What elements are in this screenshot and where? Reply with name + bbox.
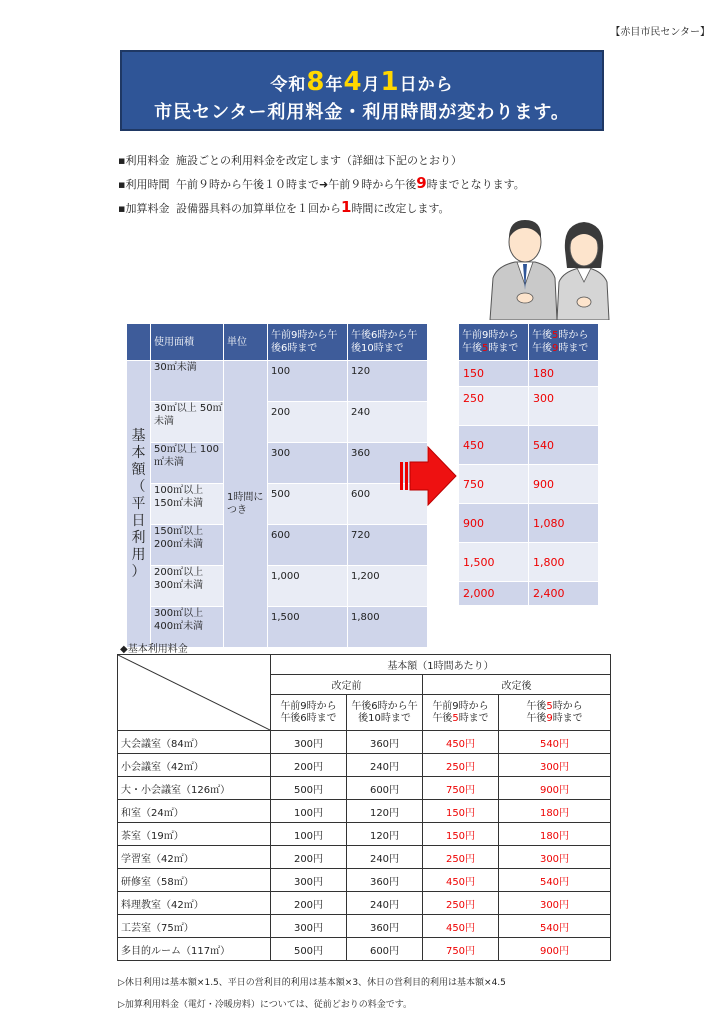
after-evening-fee: 180円	[499, 823, 611, 846]
announcement-banner	[120, 50, 604, 131]
evening-fee: 1,800	[348, 607, 428, 648]
woman-icon	[557, 222, 609, 320]
header-text: 時まで	[558, 343, 589, 354]
header-revised-evening	[529, 324, 599, 361]
header-text: 午後	[526, 700, 547, 712]
evening-fee: 240	[348, 402, 428, 443]
header-emphasis: 5	[552, 330, 559, 341]
evening-fee: 120	[348, 361, 428, 402]
table-row	[118, 800, 611, 823]
banner-headline: 市民センター利用料金・利用時間が変わります。	[154, 102, 570, 123]
header-text: 午後	[532, 330, 552, 341]
table-row	[118, 846, 611, 869]
header-emphasis: 5	[482, 343, 489, 354]
header-text: 午後	[462, 343, 482, 354]
room-name: 料理教室（42㎡）	[118, 892, 271, 915]
bullet-fee	[118, 149, 525, 172]
header-text: 午前9時から	[432, 700, 489, 712]
after-daytime-fee: 450円	[423, 869, 499, 892]
after-evening-fee: 180円	[499, 800, 611, 823]
room-name: 茶室（19㎡）	[118, 823, 271, 846]
after-daytime-fee: 150円	[423, 800, 499, 823]
header-text: 午後	[532, 343, 552, 354]
header-revised-daytime	[459, 324, 529, 361]
header-area: 使用面積	[151, 324, 224, 361]
unit-cell: 1時間につき	[224, 361, 268, 648]
summary-bullets	[118, 149, 525, 220]
after-evening-fee: 540円	[499, 731, 611, 754]
before-daytime-fee: 300円	[271, 731, 347, 754]
room-name: 工芸室（75㎡）	[118, 915, 271, 938]
diagonal-corner-cell	[118, 655, 271, 731]
after-evening-fee: 540円	[499, 915, 611, 938]
after-evening-fee: 300円	[499, 846, 611, 869]
before-daytime-fee: 100円	[271, 823, 347, 846]
revised-evening-fee: 300	[529, 387, 599, 426]
after-daytime-fee: 150円	[423, 823, 499, 846]
bullet-key: ▪利用料金	[118, 154, 170, 167]
revised-daytime-fee: 250	[459, 387, 529, 426]
banner-year: 8	[306, 67, 326, 97]
before-daytime-fee: 300円	[271, 869, 347, 892]
revised-evening-fee: 180	[529, 361, 599, 387]
header-emphasis: 5	[546, 700, 553, 712]
staff-illustration	[485, 210, 610, 320]
header-text: 時まで	[458, 712, 489, 724]
after-daytime-fee: 450円	[423, 915, 499, 938]
header-blank	[127, 324, 151, 361]
bullet-emphasis: 1	[341, 198, 352, 216]
before-evening-fee: 600円	[347, 938, 423, 961]
table-row	[118, 823, 611, 846]
after-evening-fee: 900円	[499, 777, 611, 800]
banner-month: 4	[343, 67, 363, 97]
revised-fee-table	[458, 323, 599, 606]
header-emphasis: 9	[546, 712, 553, 724]
header-text: 時まで	[552, 712, 583, 724]
room-name: 学習室（42㎡）	[118, 846, 271, 869]
header-text: 午後	[526, 712, 547, 724]
after-daytime-fee: 250円	[423, 754, 499, 777]
bullet-key: ▪利用時間	[118, 178, 170, 191]
area-cell: 200㎡以上 300㎡未満	[151, 566, 224, 607]
banner-day: 1	[380, 67, 400, 97]
header-text: 午前9時から午後6時まで	[280, 700, 337, 724]
bullet-text: 施設ごとの利用料金を改定します（詳細は下記のとおり）	[176, 154, 462, 167]
room-name: 多目的ルーム（117㎡）	[118, 938, 271, 961]
after-daytime-fee: 750円	[423, 777, 499, 800]
banner-day-unit: 日から	[399, 75, 454, 95]
daytime-fee: 300	[268, 443, 348, 484]
revised-daytime-fee: 450	[459, 426, 529, 465]
before-daytime-fee: 200円	[271, 754, 347, 777]
base-fee-side-label	[127, 361, 151, 648]
room-name: 大会議室（84㎡）	[118, 731, 271, 754]
header-text: 午前9時から	[462, 330, 519, 341]
room-name: 和室（24㎡）	[118, 800, 271, 823]
revised-daytime-fee: 150	[459, 361, 529, 387]
evening-fee: 720	[348, 525, 428, 566]
table-row	[118, 915, 611, 938]
area-cell: 100㎡以上 150㎡未満	[151, 484, 224, 525]
before-daytime-fee: 300円	[271, 915, 347, 938]
before-evening-fee: 360円	[347, 869, 423, 892]
header-text: 午後	[432, 712, 453, 724]
before-evening-fee: 240円	[347, 754, 423, 777]
before-evening-fee: 120円	[347, 800, 423, 823]
table-row	[118, 892, 611, 915]
after-evening-fee: 540円	[499, 869, 611, 892]
before-evening-fee: 240円	[347, 892, 423, 915]
daytime-fee: 600	[268, 525, 348, 566]
before-daytime-fee: 200円	[271, 846, 347, 869]
area-cell: 30㎡以上 50㎡未満	[151, 402, 224, 443]
daytime-fee: 1,500	[268, 607, 348, 648]
basic-fee-title: ◆基本利用料金	[120, 644, 188, 655]
header-unit: 単位	[224, 324, 268, 361]
table-row	[118, 731, 611, 754]
header-emphasis: 5	[452, 712, 459, 724]
revised-evening-fee: 1,080	[529, 504, 599, 543]
header-text: 時まで	[488, 343, 519, 354]
note-holiday: ▷休日利用は基本額×1.5、平日の営利目的利用は基本額×3、休日の営利目的利用は基本額×4.5	[118, 978, 506, 988]
area-cell: 150㎡以上 200㎡未満	[151, 525, 224, 566]
revised-evening-fee: 540	[529, 426, 599, 465]
after-daytime-fee: 750円	[423, 938, 499, 961]
header-evening: 午後6時から午後10時まで	[348, 324, 428, 361]
area-cell: 50㎡以上 100㎡未満	[151, 443, 224, 484]
revised-evening-fee: 900	[529, 465, 599, 504]
before-daytime-fee: 200円	[271, 892, 347, 915]
after-daytime-fee: 450円	[423, 731, 499, 754]
banner-year-unit: 年	[325, 75, 344, 95]
table-row	[118, 777, 611, 800]
revised-evening-fee: 2,400	[529, 582, 599, 606]
header-after-revision: 改定後	[423, 675, 611, 695]
header-text: 時から	[558, 330, 589, 341]
arrow-right-icon	[400, 445, 458, 507]
header-text: 午後6時から午後10時まで	[351, 700, 418, 724]
table-row	[118, 754, 611, 777]
before-evening-fee: 240円	[347, 846, 423, 869]
room-name: 研修室（58㎡）	[118, 869, 271, 892]
banner-date-line	[122, 67, 602, 97]
bullet-emphasis: 9	[416, 174, 427, 192]
header-before-revision: 改定前	[271, 675, 423, 695]
bullet-hours	[118, 172, 525, 196]
evening-fee: 600	[348, 484, 428, 525]
diagonal-line	[118, 655, 270, 730]
header-emphasis: 9	[552, 343, 559, 354]
revised-daytime-fee: 750	[459, 465, 529, 504]
bullet-text: 時までとなります。	[426, 178, 525, 191]
header-after-daytime	[423, 695, 499, 731]
evening-fee: 1,200	[348, 566, 428, 607]
room-name: 小会議室（42㎡）	[118, 754, 271, 777]
header-basic-amount: 基本額（1時間あたり）	[271, 655, 611, 675]
evening-fee: 360	[348, 443, 428, 484]
side-label-text: 基本額（平日利用）	[131, 427, 146, 580]
organization-label: 【赤目市民センター】	[610, 27, 710, 38]
daytime-fee: 1,000	[268, 566, 348, 607]
room-name: 大・小会議室（126㎡）	[118, 777, 271, 800]
after-daytime-fee: 250円	[423, 892, 499, 915]
daytime-fee: 100	[268, 361, 348, 402]
before-daytime-fee: 500円	[271, 777, 347, 800]
revised-daytime-fee: 2,000	[459, 582, 529, 606]
after-evening-fee: 900円	[499, 938, 611, 961]
before-evening-fee: 360円	[347, 915, 423, 938]
revised-evening-fee: 1,800	[529, 543, 599, 582]
header-after-evening	[499, 695, 611, 731]
banner-era: 令和	[270, 75, 307, 95]
header-daytime: 午前9時から午後6時まで	[268, 324, 348, 361]
bullet-text: 時間に改定します。	[351, 202, 450, 215]
current-fee-table	[126, 323, 428, 648]
bullet-addon	[118, 196, 525, 220]
man-icon	[490, 220, 557, 320]
before-evening-fee: 600円	[347, 777, 423, 800]
bullet-text: 設備器具料の加算単位を１回から	[176, 202, 341, 215]
before-evening-fee: 360円	[347, 731, 423, 754]
basic-fee-table	[117, 654, 611, 961]
bullet-key: ▪加算料金	[118, 202, 170, 215]
before-daytime-fee: 500円	[271, 938, 347, 961]
after-evening-fee: 300円	[499, 892, 611, 915]
header-text: 時から	[552, 700, 583, 712]
before-daytime-fee: 100円	[271, 800, 347, 823]
note-additional: ▷加算利用料金（電灯・冷暖房料）については、従前どおりの料金です。	[118, 1000, 413, 1010]
after-evening-fee: 300円	[499, 754, 611, 777]
bullet-text: 午前９時から午後１０時まで➜午前９時から午後	[176, 178, 417, 191]
after-daytime-fee: 250円	[423, 846, 499, 869]
table-row	[118, 869, 611, 892]
revised-daytime-fee: 1,500	[459, 543, 529, 582]
footnotes	[118, 972, 506, 1016]
banner-month-unit: 月	[362, 75, 381, 95]
area-cell: 30㎡未満	[151, 361, 224, 402]
before-evening-fee: 120円	[347, 823, 423, 846]
area-cell: 300㎡以上 400㎡未満	[151, 607, 224, 648]
header-before-evening	[347, 695, 423, 731]
header-before-daytime	[271, 695, 347, 731]
daytime-fee: 500	[268, 484, 348, 525]
daytime-fee: 200	[268, 402, 348, 443]
table-row	[118, 938, 611, 961]
revised-daytime-fee: 900	[459, 504, 529, 543]
